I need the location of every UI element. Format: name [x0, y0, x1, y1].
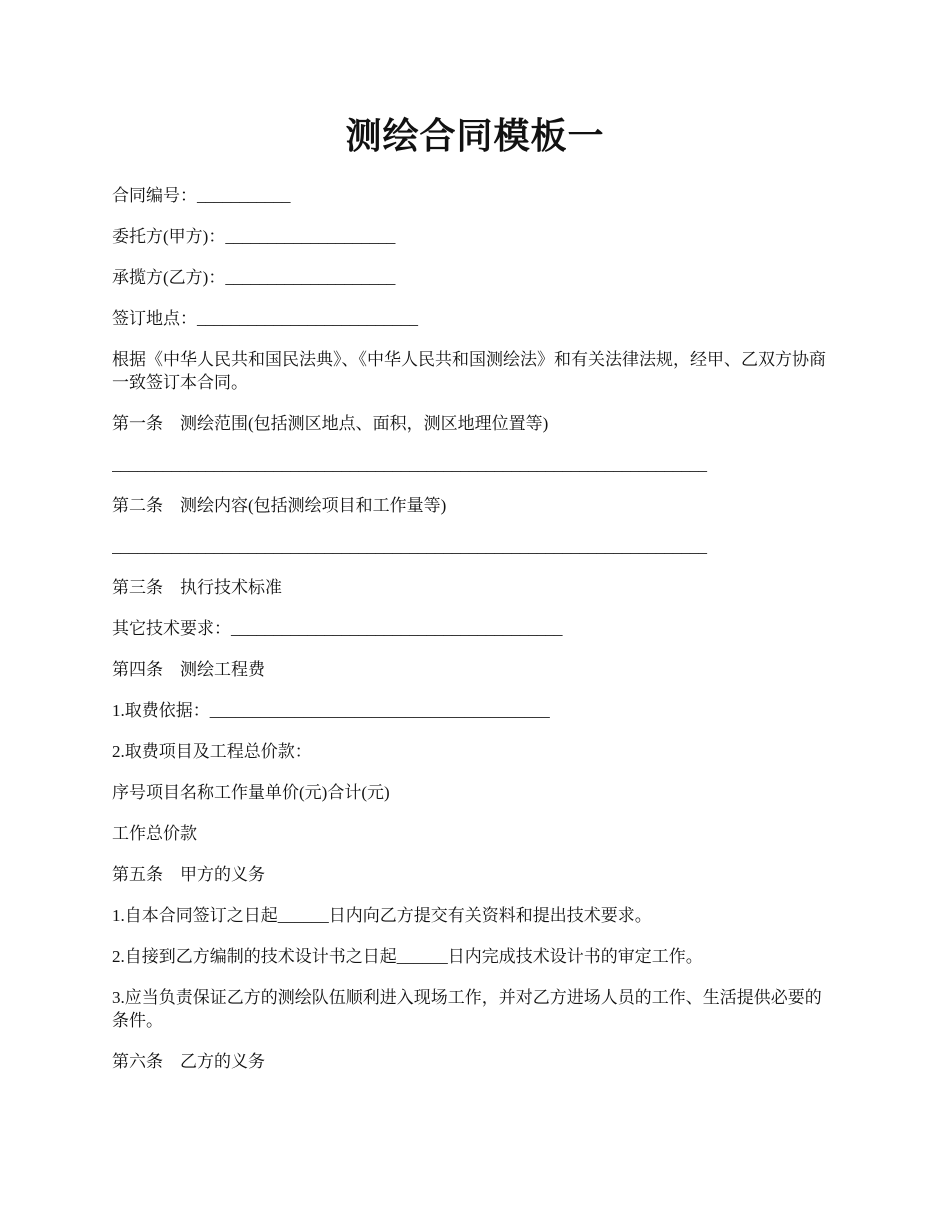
signing-place-line: 签订地点：__________________________ [112, 309, 418, 328]
fee-basis-line: 1.取费依据：________________________________________ [112, 701, 550, 720]
article-1-blank: ______________________________________________________________________ [112, 455, 707, 474]
fee-items-line: 2.取费项目及工程总价款： [112, 742, 312, 761]
client-party-line: 委托方(甲方)：____________________ [112, 227, 396, 246]
other-tech-requirements-line: 其它技术要求：_______________________________________ [112, 619, 563, 638]
document-title: 测绘合同模板一 [345, 116, 605, 156]
article-5-heading: 第五条 甲方的义务 [112, 865, 265, 884]
contractor-party-line: 承揽方(乙方)：____________________ [112, 268, 396, 287]
party-a-duty-2: 2.自接到乙方编制的技术设计书之日起______日内完成技术设计书的审定工作。 [112, 947, 703, 966]
article-2-heading: 第二条 测绘内容(包括测绘项目和工作量等) [112, 496, 447, 515]
article-1-heading: 第一条 测绘范围(包括测区地点、面积，测区地理位置等) [112, 414, 549, 433]
article-4-heading: 第四条 测绘工程费 [112, 660, 265, 679]
party-a-duty-3: 3.应当负责保证乙方的测绘队伍顺利进入现场工作，并对乙方进场人员的工作、生活提供必要的条件。 [112, 988, 822, 1030]
preamble-paragraph: 根据《中华人民共和国民法典》、《中华人民共和国测绘法》和有关法律法规，经甲、乙双方协商一致签订本合同。 [112, 350, 826, 392]
article-6-heading: 第六条 乙方的义务 [112, 1052, 265, 1071]
contract-number-line: 合同编号：___________ [112, 186, 291, 205]
party-a-duty-1: 1.自本合同签订之日起______日内向乙方提交有关资料和提出技术要求。 [112, 906, 652, 925]
fee-table-header-line: 序号项目名称工作量单价(元)合计(元) [112, 783, 390, 802]
article-2-blank: ______________________________________________________________________ [112, 537, 707, 556]
total-price-line: 工作总价款 [112, 824, 197, 843]
article-3-heading: 第三条 执行技术标准 [112, 578, 282, 597]
